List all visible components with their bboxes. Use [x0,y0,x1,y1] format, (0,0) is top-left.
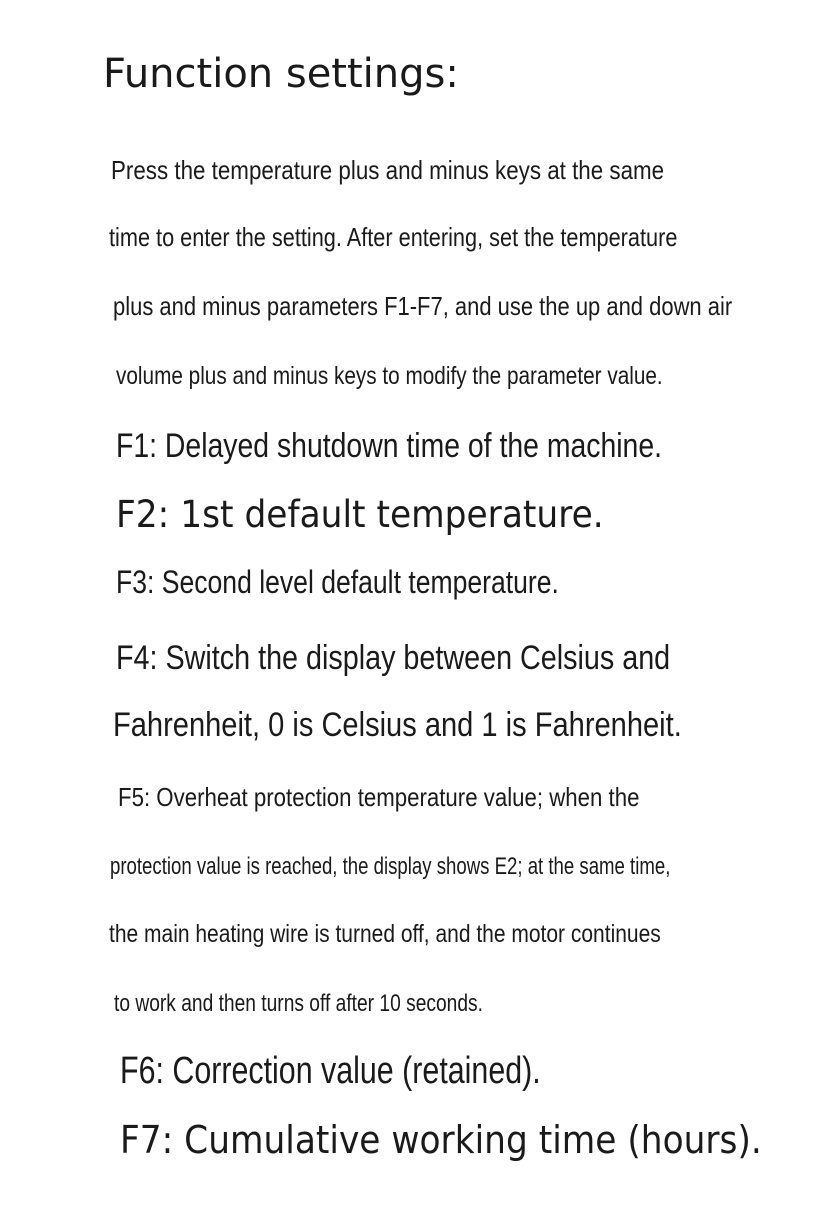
f1-description: F1: Delayed shutdown time of the machine. [116,427,663,465]
f4-line-1: F4: Switch the display between Celsius and [116,639,671,677]
page-title: Function settings: [103,51,459,97]
intro-line-1: Press the temperature plus and minus keys at the same [111,155,665,185]
f5-line-4: to work and then turns off after 10 seconds. [114,990,483,1017]
f5-line-2: protection value is reached, the display shows E2; at the same time, [110,853,671,880]
f5-line-1: F5: Overheat protection temperature value; when the [118,782,640,812]
intro-line-2: time to enter the setting. After entering, set the temperature [109,222,678,252]
f2-description: F2: 1st default temperature. [116,493,604,536]
intro-line-4: volume plus and minus keys to modify the parameter value. [116,362,663,390]
intro-line-3: plus and minus parameters F1-F7, and use the up and down air [113,291,733,321]
f5-line-3: the main heating wire is turned off, and the motor continues [109,920,661,948]
f6-description: F6: Correction value (retained). [120,1050,541,1092]
f3-description: F3: Second level default temperature. [116,564,559,600]
f7-description: F7: Cumulative working time (hours). [120,1118,762,1162]
f4-line-2: Fahrenheit, 0 is Celsius and 1 is Fahrenheit. [113,706,682,744]
